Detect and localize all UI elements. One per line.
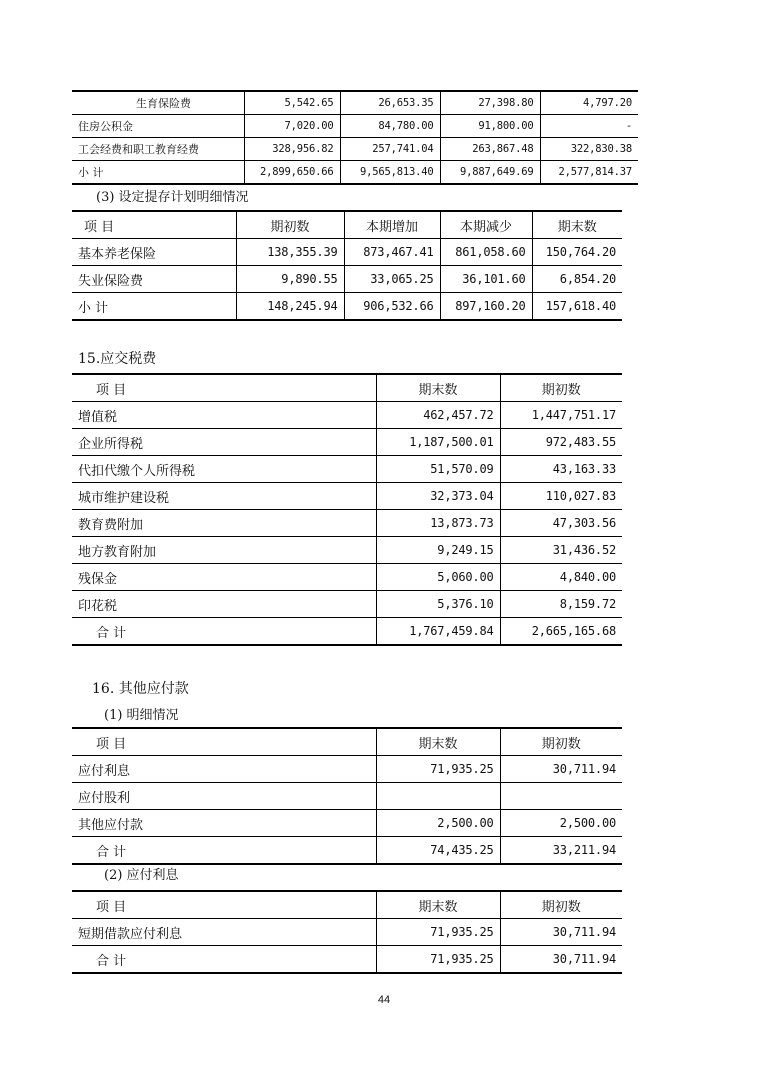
cell-value: 1,187,500.01 — [376, 429, 500, 456]
cell-value: 13,873.73 — [376, 510, 500, 537]
table-total-row — [72, 161, 638, 185]
table-row — [72, 810, 622, 837]
cell-value: 30,711.94 — [500, 919, 622, 946]
cell-value: 462,457.72 — [376, 402, 500, 429]
row-label: 短期借款应付利息 — [72, 919, 376, 946]
taxes-payable-table — [72, 373, 622, 646]
table-row — [72, 456, 622, 483]
row-label: 代扣代缴个人所得税 — [72, 456, 376, 483]
cell-value: 5,542.65 — [244, 91, 340, 115]
row-label: 生育保险费 — [72, 91, 244, 115]
row-label: 合 计 — [72, 837, 376, 865]
cell-value: 2,500.00 — [376, 810, 500, 837]
row-label: 残保金 — [72, 564, 376, 591]
cell-value: 30,711.94 — [500, 756, 622, 783]
column-header: 期初数 — [236, 211, 344, 239]
row-label: 企业所得税 — [72, 429, 376, 456]
table-header-row — [72, 374, 622, 402]
cell-value: 9,887,649.69 — [440, 161, 540, 185]
section-heading: 15.应交税费 — [78, 351, 157, 367]
cell-value: 2,500.00 — [500, 810, 622, 837]
cell-value: 322,830.38 — [540, 138, 638, 161]
subsection-heading: (1) 明细情况 — [104, 708, 179, 723]
table-row — [72, 91, 638, 115]
cell-value: 263,867.48 — [440, 138, 540, 161]
cell-value: 148,245.94 — [236, 293, 344, 321]
row-label: 合 计 — [72, 946, 376, 974]
table-row — [72, 266, 622, 293]
cell-value: 138,355.39 — [236, 239, 344, 266]
cell-value: 9,249.15 — [376, 537, 500, 564]
column-header: 项 目 — [72, 211, 236, 239]
cell-value: 157,618.40 — [532, 293, 622, 321]
row-label: 教育费附加 — [72, 510, 376, 537]
table-total-row — [72, 293, 622, 321]
table-row — [72, 115, 638, 138]
table-row — [72, 919, 622, 946]
row-label: 其他应付款 — [72, 810, 376, 837]
cell-value: 897,160.20 — [440, 293, 532, 321]
cell-value: - — [540, 115, 638, 138]
column-header: 期末数 — [532, 211, 622, 239]
row-label: 小 计 — [72, 293, 236, 321]
other-payables-table — [72, 727, 622, 865]
column-header: 项 目 — [72, 728, 376, 756]
row-label: 应付股利 — [72, 783, 376, 810]
cell-value: 906,532.66 — [344, 293, 440, 321]
row-label: 工会经费和职工教育经费 — [72, 138, 244, 161]
cell-value: 33,065.25 — [344, 266, 440, 293]
table-row — [72, 138, 638, 161]
column-header: 项 目 — [72, 891, 376, 919]
cell-value: 31,436.52 — [500, 537, 622, 564]
cell-value: 32,373.04 — [376, 483, 500, 510]
column-header: 期初数 — [500, 728, 622, 756]
row-label: 合 计 — [72, 618, 376, 646]
cell-value: 33,211.94 — [500, 837, 622, 865]
cell-value: 9,890.55 — [236, 266, 344, 293]
column-header: 期初数 — [500, 374, 622, 402]
row-label: 增值税 — [72, 402, 376, 429]
column-header: 期初数 — [500, 891, 622, 919]
cell-value: 2,577,814.37 — [540, 161, 638, 185]
table-header-row — [72, 728, 622, 756]
row-label: 地方教育附加 — [72, 537, 376, 564]
row-label: 小 计 — [72, 161, 244, 185]
column-header: 本期减少 — [440, 211, 532, 239]
cell-value: 328,956.82 — [244, 138, 340, 161]
column-header: 本期增加 — [344, 211, 440, 239]
cell-value: 972,483.55 — [500, 429, 622, 456]
cell-value: 71,935.25 — [376, 919, 500, 946]
table-header-row — [72, 211, 622, 239]
table-row — [72, 402, 622, 429]
table-row — [72, 756, 622, 783]
row-label: 应付利息 — [72, 756, 376, 783]
cell-value: 150,764.20 — [532, 239, 622, 266]
table-total-row — [72, 837, 622, 865]
table-row — [72, 429, 622, 456]
cell-value: 27,398.80 — [440, 91, 540, 115]
cell-value: 43,163.33 — [500, 456, 622, 483]
table-header-row — [72, 891, 622, 919]
table-row — [72, 591, 622, 618]
cell-value: 5,060.00 — [376, 564, 500, 591]
row-label: 失业保险费 — [72, 266, 236, 293]
section-heading: (3) 设定提存计划明细情况 — [96, 190, 249, 205]
cell-value: 257,741.04 — [340, 138, 440, 161]
table-row — [72, 783, 622, 810]
table-row — [72, 483, 622, 510]
table-row — [72, 510, 622, 537]
cell-value: 2,899,650.66 — [244, 161, 340, 185]
table-row — [72, 564, 622, 591]
cell-value: 4,797.20 — [540, 91, 638, 115]
cell-value: 1,767,459.84 — [376, 618, 500, 646]
column-header: 项 目 — [72, 374, 376, 402]
section-heading: 16. 其他应付款 — [92, 681, 189, 697]
cell-value: 6,854.20 — [532, 266, 622, 293]
row-label: 住房公积金 — [72, 115, 244, 138]
column-header: 期末数 — [376, 374, 500, 402]
row-label: 印花税 — [72, 591, 376, 618]
table-total-row — [72, 946, 622, 974]
cell-value: 71,935.25 — [376, 756, 500, 783]
interest-payable-table — [72, 890, 622, 974]
cell-value — [376, 783, 500, 810]
cell-value: 36,101.60 — [440, 266, 532, 293]
subsection-heading: (2) 应付利息 — [104, 868, 179, 883]
cell-value — [500, 783, 622, 810]
cell-value: 47,303.56 — [500, 510, 622, 537]
cell-value: 9,565,813.40 — [340, 161, 440, 185]
cell-value: 2,665,165.68 — [500, 618, 622, 646]
table-row — [72, 239, 622, 266]
cell-value: 91,800.00 — [440, 115, 540, 138]
cell-value: 1,447,751.17 — [500, 402, 622, 429]
cell-value: 71,935.25 — [376, 946, 500, 974]
cell-value: 861,058.60 — [440, 239, 532, 266]
column-header: 期末数 — [376, 728, 500, 756]
cell-value: 4,840.00 — [500, 564, 622, 591]
cell-value: 26,653.35 — [340, 91, 440, 115]
table-total-row — [72, 618, 622, 646]
cell-value: 74,435.25 — [376, 837, 500, 865]
cell-value: 84,780.00 — [340, 115, 440, 138]
cell-value: 5,376.10 — [376, 591, 500, 618]
cell-value: 8,159.72 — [500, 591, 622, 618]
row-label: 城市维护建设税 — [72, 483, 376, 510]
cell-value: 7,020.00 — [244, 115, 340, 138]
table-row — [72, 537, 622, 564]
page-number: 44 — [377, 994, 391, 1006]
defined-contribution-table — [72, 210, 622, 321]
cell-value: 30,711.94 — [500, 946, 622, 974]
row-label: 基本养老保险 — [72, 239, 236, 266]
cell-value: 51,570.09 — [376, 456, 500, 483]
social-insurance-table-continued — [72, 90, 638, 185]
cell-value: 110,027.83 — [500, 483, 622, 510]
column-header: 期末数 — [376, 891, 500, 919]
cell-value: 873,467.41 — [344, 239, 440, 266]
